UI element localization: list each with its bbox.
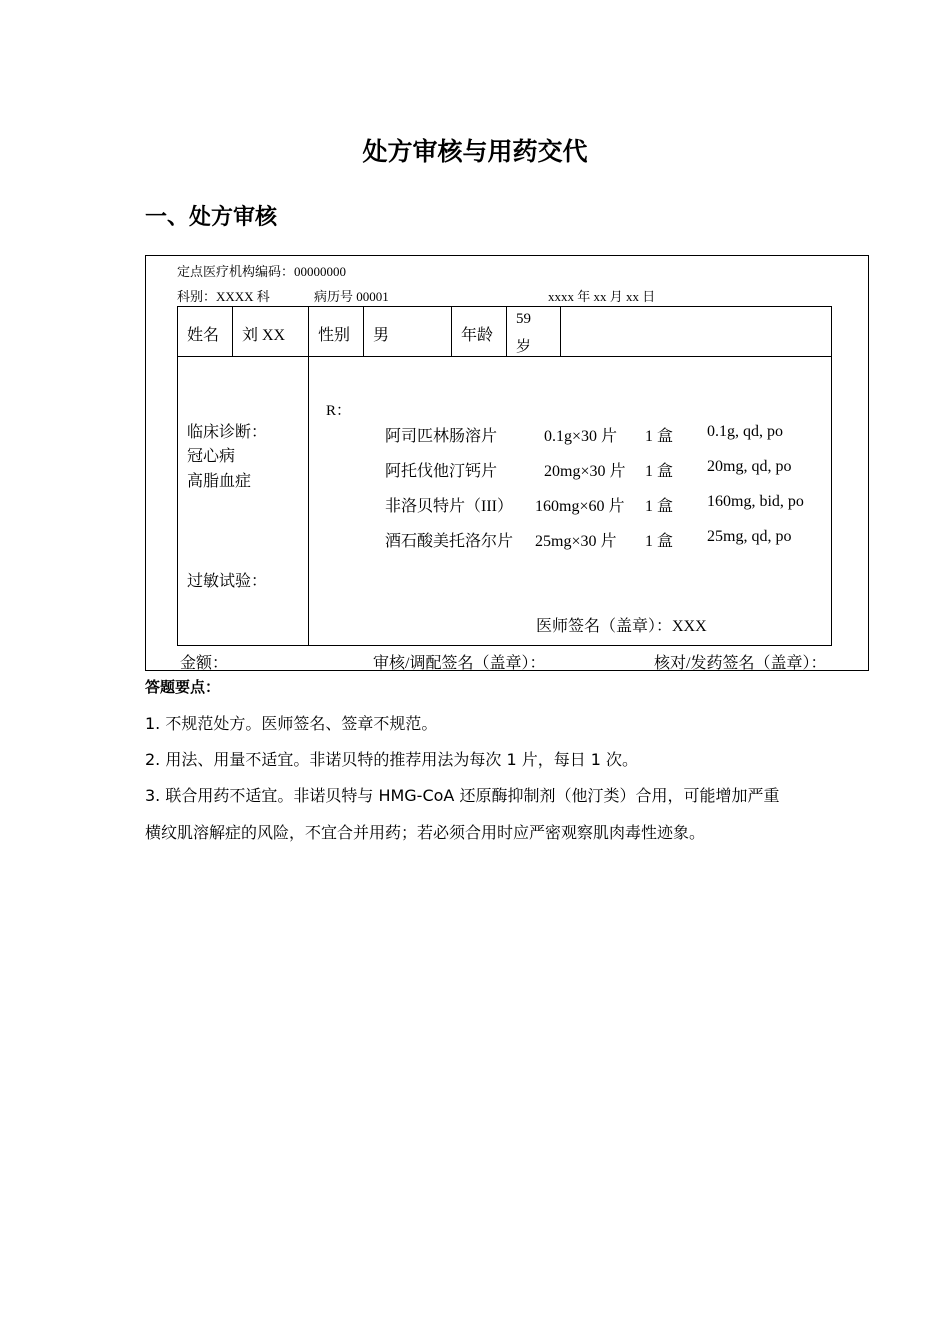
column-divider [363,306,364,356]
drug-quantity: 1 盒 [645,533,674,550]
answer-point-continuation: 横纹肌溶解症的风险，不宜合并用药；若必须合用时应严密观察肌肉毒性迹象。 [145,823,706,842]
check-signature: 核对/发药签名（盖章）： [654,655,827,672]
age-label: 年龄 [461,327,494,344]
drug-usage: 20mg, qd, po [707,458,792,475]
diagnosis-item: 冠心病 [187,448,236,465]
answer-point: 2. 用法、用量不适宜。非诺贝特的推荐用法为每次 1 片，每日 1 次。 [145,750,639,769]
drug-name: 酒石酸美托洛尔片 [385,533,514,550]
record-number: 病历号 00001 [314,289,389,304]
drug-spec: 20mg×30 片 [544,463,626,480]
column-divider [506,306,507,356]
answer-point: 3. 联合用药不适宜。非诺贝特与 HMG-CoA 还原酶抑制剂（他汀类）合用，可能增加严重 [145,786,780,805]
allergy-test-label: 过敏试验： [187,573,268,590]
section-heading: 一、处方审核 [145,205,278,230]
sex-value: 男 [373,327,390,344]
drug-quantity: 1 盒 [645,498,674,515]
doctor-signature: 医师签名（盖章）：XXX [536,618,707,635]
drug-name: 阿托伐他汀钙片 [385,463,498,480]
drug-quantity: 1 盒 [645,463,674,480]
column-divider [560,306,561,356]
drug-name: 非洛贝特片（III） [385,498,513,515]
column-divider [308,306,309,646]
name-value: 刘 XX [242,327,286,344]
answer-point: 1. 不规范处方。医师签名、签章不规范。 [145,714,438,733]
column-divider [451,306,452,356]
drug-spec: 25mg×30 片 [535,533,617,550]
drug-spec: 0.1g×30 片 [544,428,618,445]
diagnosis-label: 临床诊断： [187,424,268,441]
amount-label: 金额： [180,655,229,672]
prescription-table [177,306,832,646]
drug-quantity: 1 盒 [645,428,674,445]
department: 科别：XXXX 科 [177,289,270,304]
diagnosis-item: 高脂血症 [187,473,252,490]
header-row-divider [177,356,832,357]
drug-usage: 160mg, bid, po [707,493,804,510]
column-divider [232,306,233,356]
document-title: 处方审核与用药交代 [362,137,588,166]
answer-heading: 答题要点： [145,678,221,696]
name-label: 姓名 [187,327,220,344]
review-signature: 审核/调配签名（盖章）： [373,655,546,672]
drug-usage: 25mg, qd, po [707,528,792,545]
age-value: 59 [516,311,531,327]
sex-label: 性别 [318,327,351,344]
prescription-date: xxxx 年 xx 月 xx 日 [548,289,656,304]
drug-usage: 0.1g, qd, po [707,423,783,440]
rx-label: R： [326,403,352,419]
age-unit: 岁 [516,339,532,355]
institution-code: 定点医疗机构编码：00000000 [177,264,347,279]
drug-name: 阿司匹林肠溶片 [385,428,498,445]
drug-spec: 160mg×60 片 [535,498,625,515]
